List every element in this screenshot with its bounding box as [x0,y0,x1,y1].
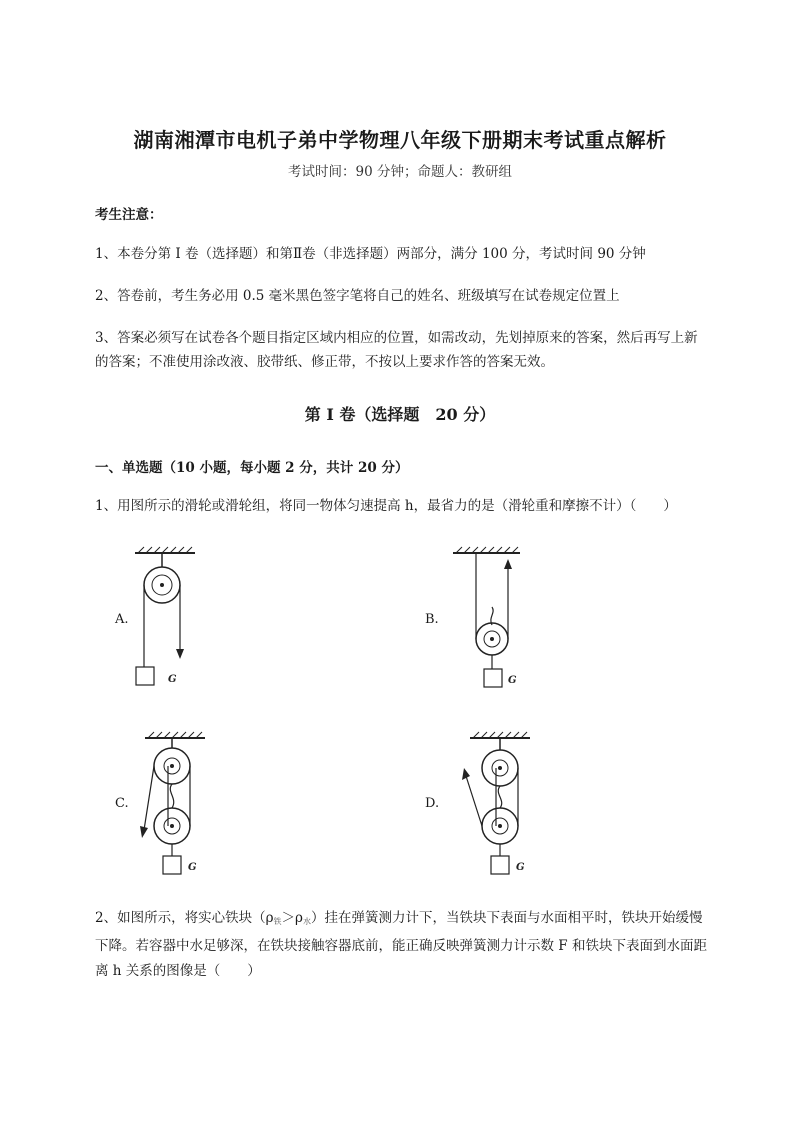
option-d-label: D. [425,796,440,811]
notice-item-2: 2、答卷前，考生务必用 0.5 毫米黑色签字笔将自己的姓名、班级填写在试卷规定位置上 [95,288,620,304]
question-group-heading: 一、单选题（10 小题，每小题 2 分，共计 20 分） [95,460,409,476]
q2-text-part2: ＞ρ [281,910,303,926]
notice-item-1: 1、本卷分第 I 卷（选择题）和第Ⅱ卷（非选择题）两部分，满分 100 分，考试时间 90 分钟 [95,246,646,262]
weight-label-d: G [516,862,525,873]
section-title: 第 I 卷（选择题 20 分） [304,405,496,424]
pulley-figure-b [450,545,540,695]
option-c-label: C. [115,796,129,811]
q2-sub-water: 水 [302,917,311,926]
exam-subtitle: 考试时间：90 分钟；命题人：教研组 [288,164,512,180]
exam-title: 湖南湘潭市电机子弟中学物理八年级下册期末考试重点解析 [133,128,667,152]
q2-sub-iron: 铁 [273,917,282,926]
option-b-label: B. [425,612,439,627]
pulley-figure-d [450,730,540,880]
notice-heading: 考生注意： [95,207,163,223]
pulley-figure-c [130,730,220,880]
q2-text-part1: 2、如图所示，将实心铁块（ρ [95,910,274,926]
pulley-figure-a [130,545,220,695]
question-1-text: 1、用图所示的滑轮或滑轮组，将同一物体匀速提高 h，最省力的是（滑轮重和摩擦不计）（ ） [95,498,677,514]
question-2-text [95,906,707,984]
weight-label-b: G [508,675,517,686]
weight-label-c: G [188,862,197,873]
notice-item-3: 3、答案必须写在试卷各个题目指定区域内相应的位置，如需改动，先划掉原来的答案，然后再写上新的答案；不准使用涂改液、胶带纸、修正带，不按以上要求作答的答案无效。 [95,330,698,370]
q2-text-part3: ）挂在弹簧测力计下，当铁块下表面与水面相平时，铁块开始缓慢下降。若容器中水足够深，在铁块接触容器底前，能正确反映弹簧测力计示数 F 和铁块下表面到水面距离 h 关系的图像是（ ） [95,910,707,979]
weight-label-a: G [168,674,177,685]
option-a-label: A. [115,612,129,627]
